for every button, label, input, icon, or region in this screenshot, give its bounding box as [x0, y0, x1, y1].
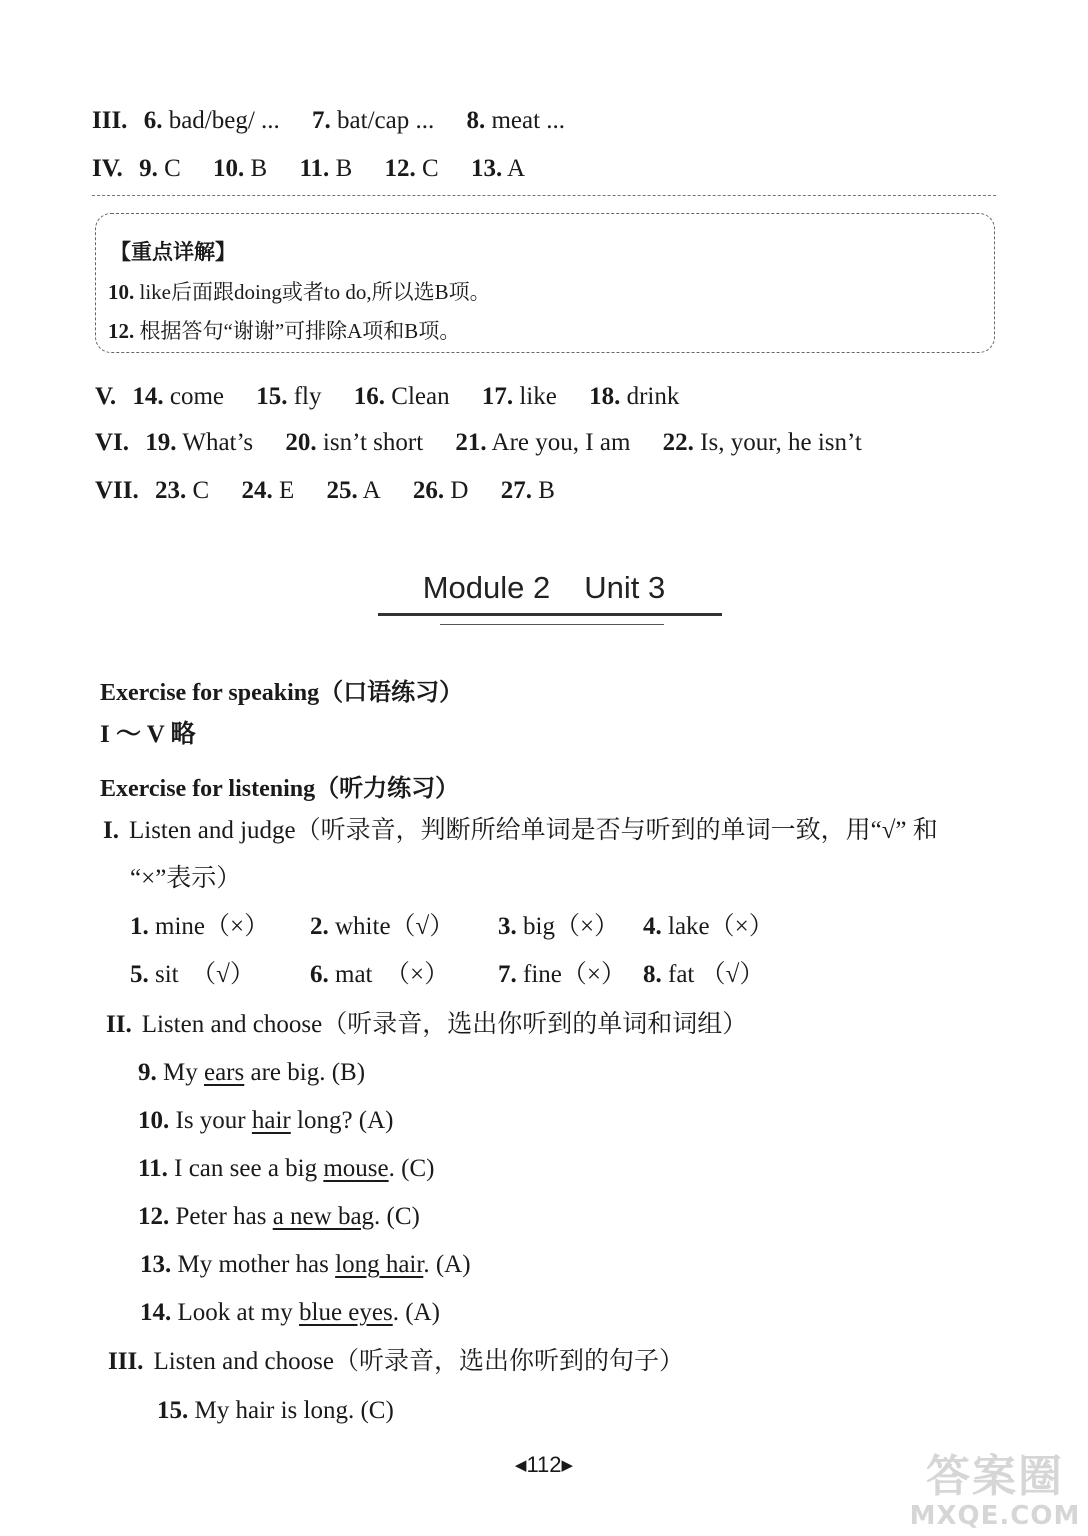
- listening-sec1-text: I. Listen and judge（听录音，判断所给单词是否与听到的单词一致，用“√” 和: [103, 817, 938, 844]
- judge-item: 6. mat （×）: [310, 961, 450, 988]
- answer-item: 14. come: [132, 383, 224, 410]
- answer-row-vi: [95, 428, 888, 458]
- title-rule-thin: [440, 624, 664, 625]
- answer-item: 13. A: [470, 155, 526, 182]
- answer-item: 15. fly: [256, 383, 322, 410]
- roman-label: IV.: [92, 155, 123, 182]
- answer-item: 18. drink: [589, 383, 680, 410]
- answer-item: 17. like: [481, 383, 557, 410]
- answer-item: 16. Clean: [353, 383, 450, 410]
- answer-item: 8. meat ...: [466, 107, 566, 134]
- answer-item: 9. C: [139, 155, 181, 182]
- answer-item: 12. C: [384, 155, 439, 182]
- roman-label: V.: [95, 383, 117, 410]
- answer-item: 11. B: [299, 155, 353, 182]
- triangle-right-icon: ▶: [561, 1457, 574, 1474]
- title-rule-thick: [378, 613, 722, 616]
- unit-name: Unit 3: [584, 570, 666, 605]
- judge-row-1: [130, 912, 774, 942]
- listening-sec2-text: II. Listen and choose（听录音，选出你听到的单词和词组）: [106, 1011, 748, 1038]
- module-title: [0, 570, 1088, 606]
- key-notes-box: [95, 213, 995, 353]
- answer-item: 10. B: [213, 155, 268, 182]
- choose-item: 13. My mother has long hair. (A): [140, 1251, 471, 1278]
- choose-item: 14. Look at my blue eyes. (A): [140, 1299, 440, 1326]
- choose-item: 11. I can see a big mouse. (C): [138, 1155, 435, 1182]
- answer-item: 7. bat/cap ...: [312, 107, 435, 134]
- answer-item: 20. isn’t short: [285, 429, 424, 456]
- judge-item: 1. mine（×）: [130, 913, 270, 940]
- answer-item: 23. C: [155, 477, 210, 504]
- listening-heading: Exercise for listening（听力练习）: [100, 776, 460, 802]
- sentence-item: 15. My hair is long. (C): [157, 1397, 394, 1424]
- speaking-content: I ～ V 略: [100, 721, 196, 748]
- answer-row-vii: [95, 476, 581, 506]
- answer-item: 21. Are you, I am: [455, 429, 631, 456]
- answer-item: 22. Is, your, he isn’t: [662, 429, 862, 456]
- judge-row-2: [130, 960, 764, 990]
- roman-label: III.: [92, 107, 128, 134]
- choose-item: 9. My ears are big. (B): [138, 1059, 366, 1086]
- judge-item: 3. big（×）: [498, 913, 620, 940]
- answer-row-v: [95, 382, 705, 412]
- note-line: 12. 根据答句“谢谢”可排除A项和B项。: [108, 319, 461, 343]
- notes-title: 【重点详解】: [110, 240, 236, 264]
- answer-row-iii: [92, 106, 591, 136]
- judge-item: 7. fine（×）: [498, 961, 626, 988]
- listening-sec1-text-cont: “×”表示）: [130, 865, 242, 892]
- listening-sec3-text: III. Listen and choose（听录音，选出你听到的句子）: [108, 1348, 684, 1375]
- answer-item: 6. bad/beg/ ...: [143, 107, 280, 134]
- triangle-left-icon: ◀: [514, 1457, 527, 1474]
- judge-item: 5. sit （√）: [130, 961, 255, 988]
- answer-item: 27. B: [500, 477, 555, 504]
- roman-label: VI.: [95, 429, 130, 456]
- choose-item: 10. Is your hair long? (A): [138, 1107, 394, 1134]
- judge-item: 8. fat （√）: [643, 961, 765, 988]
- answer-item: 19. What’s: [145, 429, 254, 456]
- speaking-heading: Exercise for speaking（口语练习）: [100, 680, 464, 706]
- answer-item: 25. A: [326, 477, 381, 504]
- judge-item: 4. lake（×）: [643, 913, 774, 940]
- watermark-logo: 答案圈 MXQE.COM: [909, 1451, 1081, 1531]
- module-name: Module 2: [422, 570, 551, 605]
- answer-row-iv: [92, 154, 551, 184]
- judge-item: 2. white（√）: [310, 913, 455, 940]
- answer-item: 26. D: [412, 477, 469, 504]
- note-line: 10. like后面跟doing或者to do,所以选B项。: [108, 280, 491, 304]
- dotted-divider: [92, 195, 996, 196]
- roman-label: VII.: [95, 477, 139, 504]
- page-number: ◀112▶: [514, 1452, 574, 1477]
- choose-item: 12. Peter has a new bag. (C): [138, 1203, 420, 1230]
- answer-item: 24. E: [241, 477, 295, 504]
